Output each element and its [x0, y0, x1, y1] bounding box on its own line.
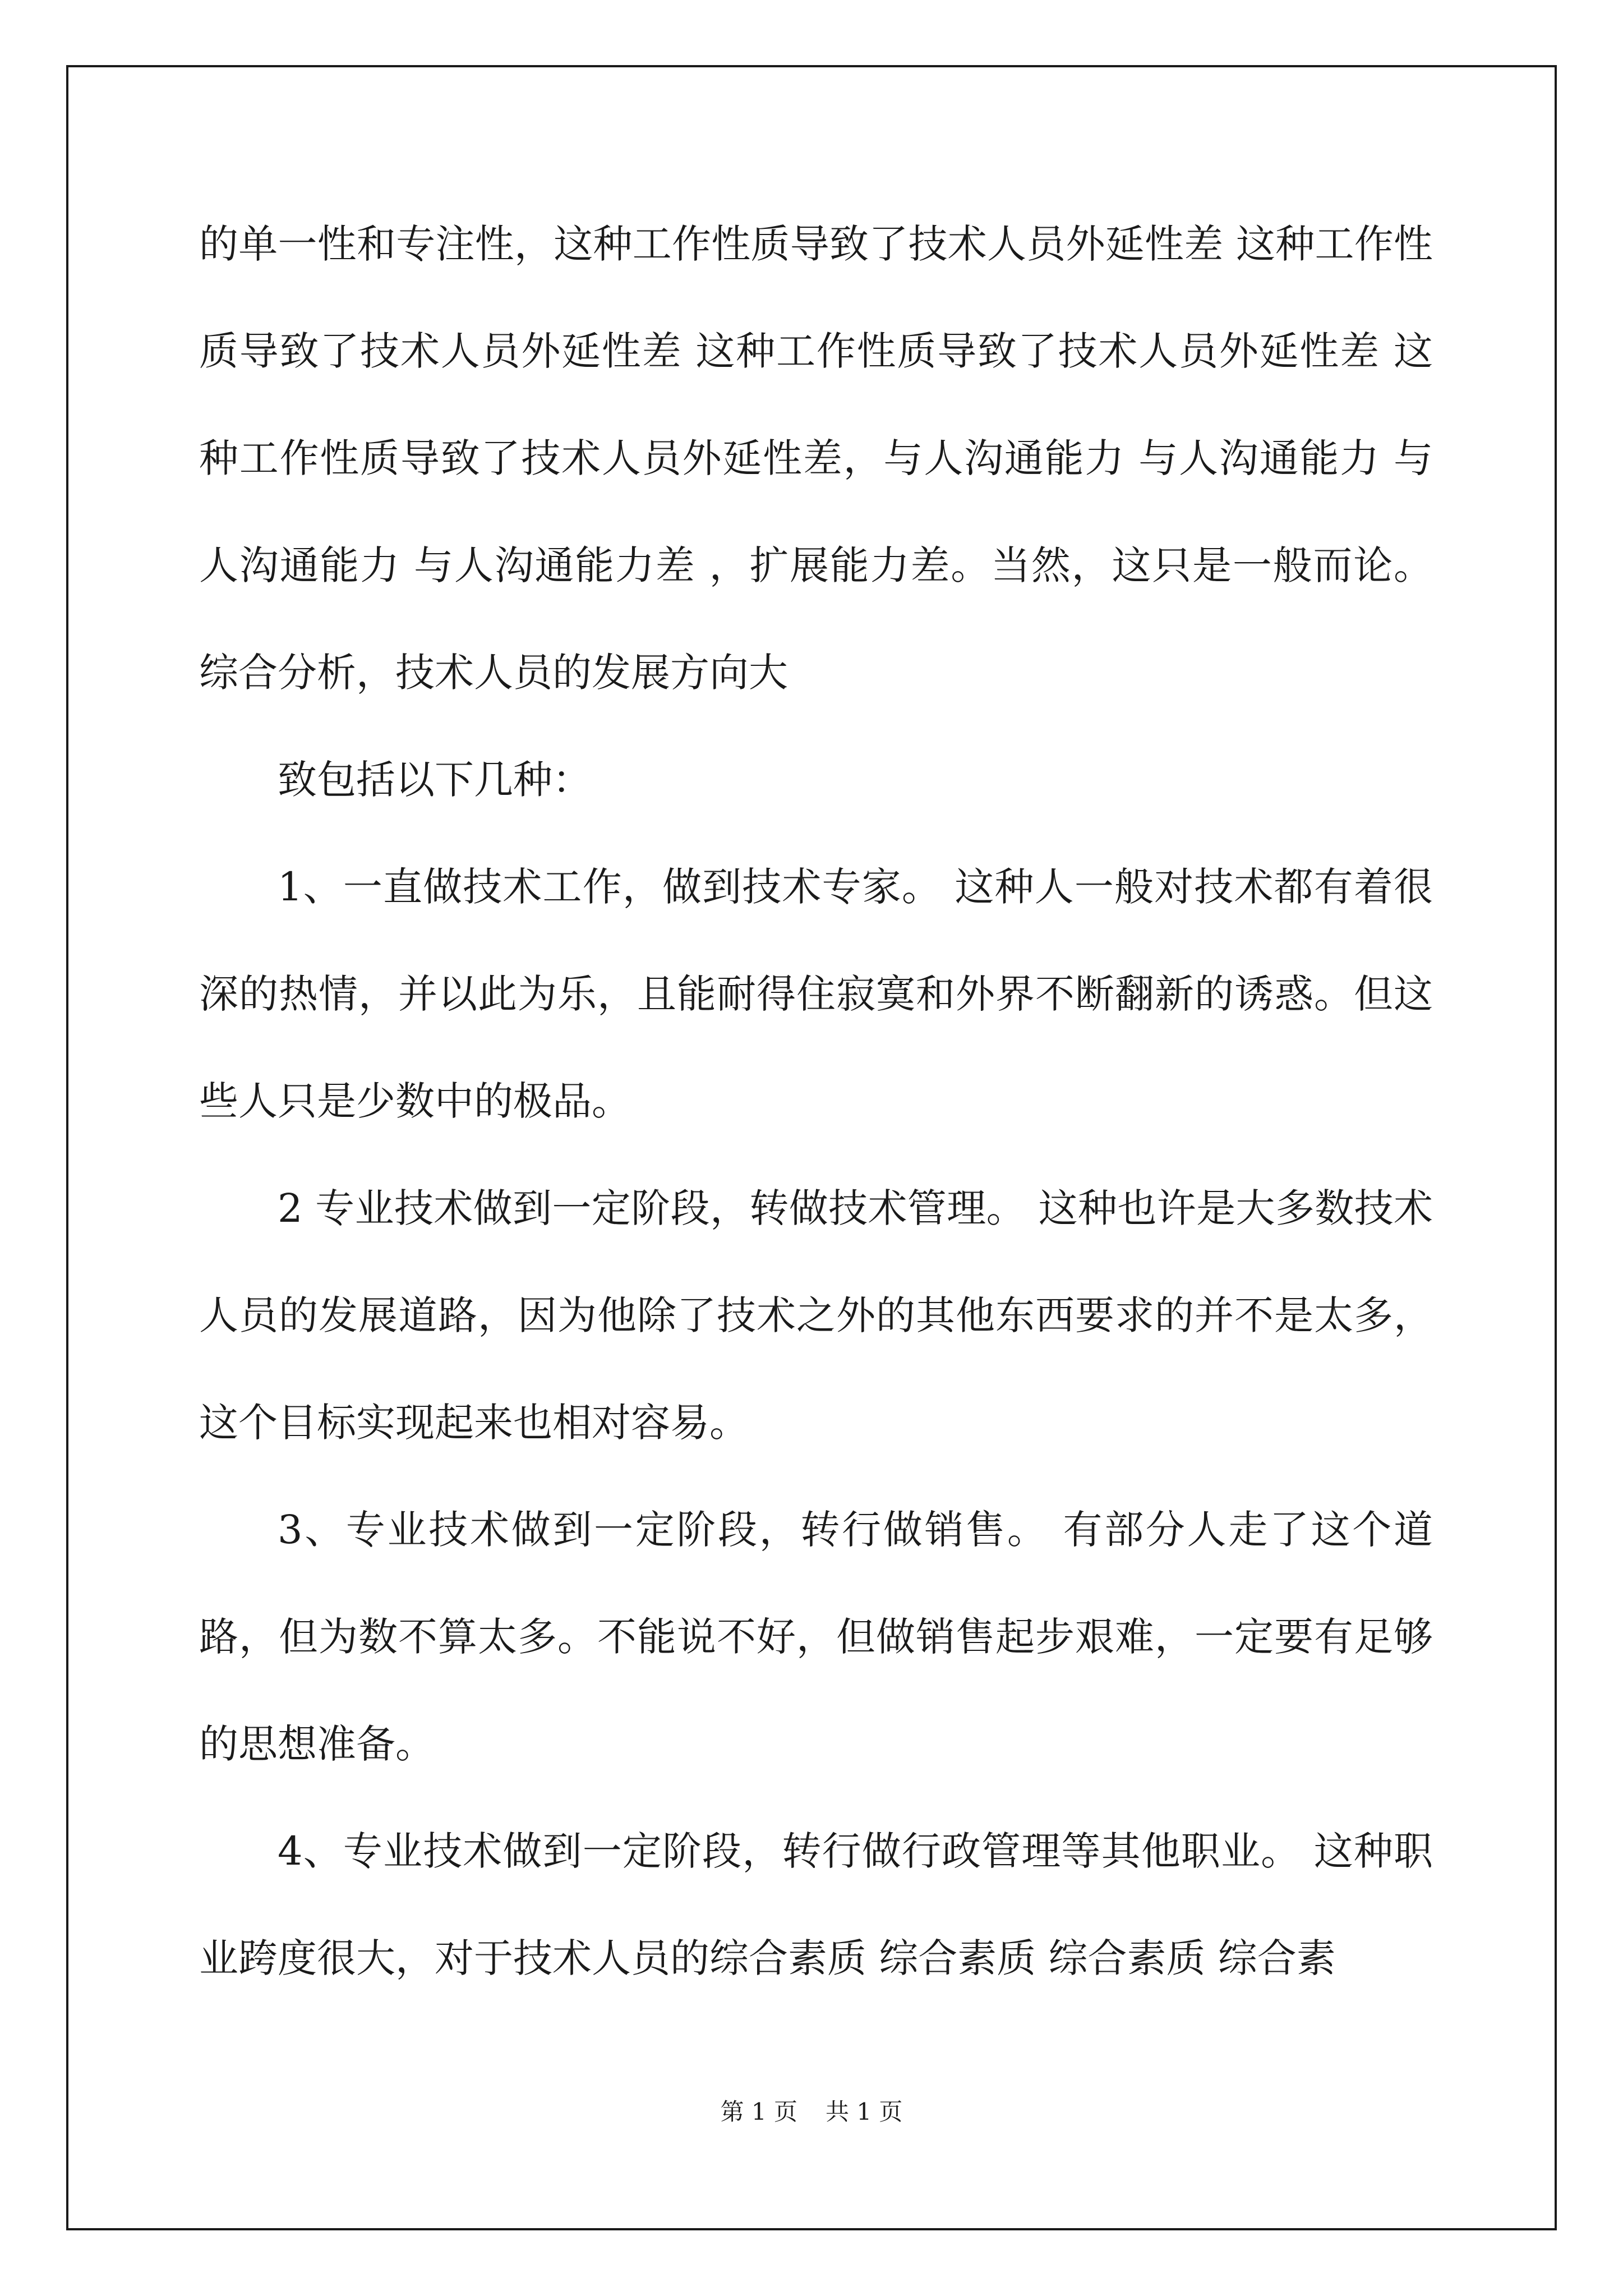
paragraph: 2 专业技术做到一定阶段，转做技术管理。 这种也许是大多数技术人员的发展道路，因为他除了技术之外的其他东西要求的并不是太多，这个目标实现起来也相对容易。 [199, 1185, 1433, 1446]
page-footer [0, 2095, 1623, 2129]
page-number: 第 1 页 [720, 2098, 797, 2125]
paragraph: 致包括以下几种： [278, 757, 592, 803]
paragraph: 4、专业技术做到一定阶段，转行做行政管理等其他职业。 这种职业跨度很大，对于技术人员的综合素质 综合素质 综合素质 综合素 [199, 1828, 1433, 1981]
paragraph: 3、专业技术做到一定阶段，转行做销售。 有部分人走了这个道路，但为数不算太多。不能说不好，但做销售起步艰难，一定要有足够的思想准备。 [199, 1507, 1433, 1767]
paragraph: 1、一直做技术工作，做到技术专家。 这种人一般对技术都有着很深的热情，并以此为乐，且能耐得住寂寞和外界不断翻新的诱惑。但这些人只是少数中的极品。 [199, 864, 1433, 1124]
page-count: 共 1 页 [826, 2098, 903, 2125]
paragraph: 的单一性和专注性，这种工作性质导致了技术人员外延性差 这种工作性质导致了技术人员外延性差 这种工作性质导致了技术人员外延性差 这种工作性质导致了技术人员外延性差，与人沟通能力 与人沟通能力 与人沟通能力 与人沟通能力差 ，扩展能力差。当然，这只是一般而论。综合分析，技术人员的发展方向大 [199, 221, 1433, 696]
document-body [199, 191, 1433, 2012]
